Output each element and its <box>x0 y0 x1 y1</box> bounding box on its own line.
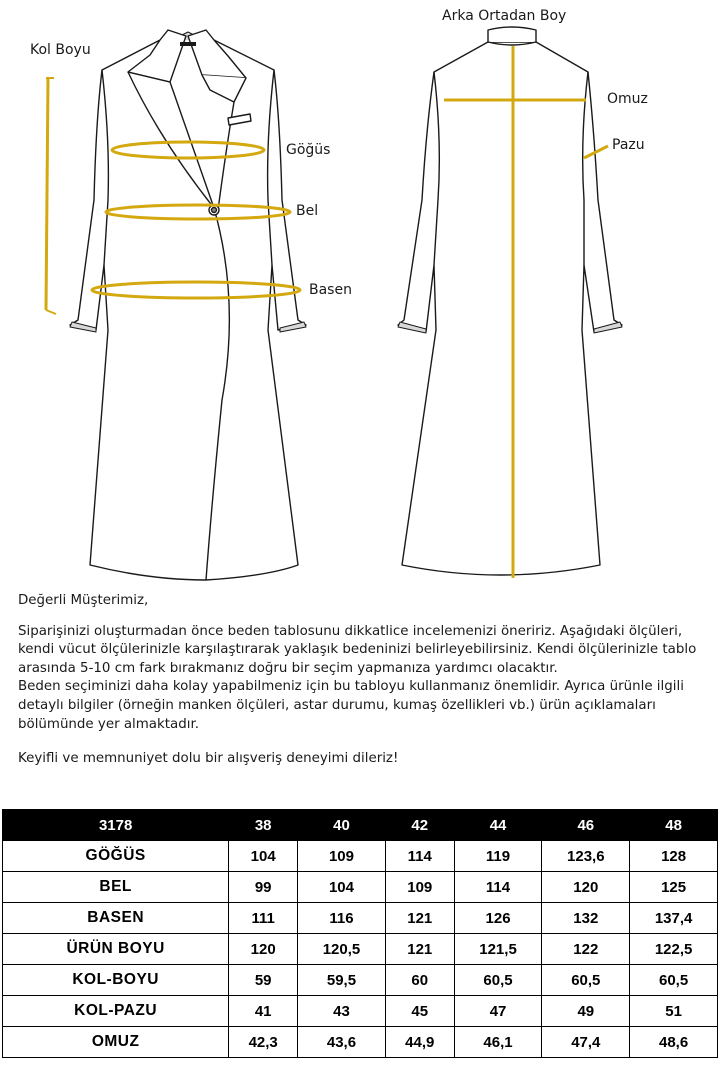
table-cell: 109 <box>298 841 386 872</box>
table-cell: 116 <box>298 903 386 934</box>
table-cell: 121 <box>385 934 454 965</box>
table-cell: 47,4 <box>542 1027 630 1058</box>
row-label: BEL <box>3 872 229 903</box>
table-cell: 60,5 <box>454 965 542 996</box>
table-row <box>3 841 718 872</box>
label-gogus: Göğüs <box>286 142 331 158</box>
row-label: ÜRÜN BOYU <box>3 934 229 965</box>
message-paragraph-1: Siparişinizi oluşturmadan önce beden tablosunu dikkatlice incelemenizi öneririz. Aşağıdaki ölçüleri, kendi vücut ölçülerinizle karşılaştırarak yaklaşık bedeninizi belirleyebilirsiniz. Kendi ölçülerinizle tablo arasında 5-10 cm fark bırakmanız doğru bir seçim yapmanıza yardımcı olacaktır. <box>18 623 697 676</box>
kol-boyu-line <box>46 78 48 310</box>
message-greeting: Değerli Müşterimiz, <box>18 593 149 608</box>
label-basen: Basen <box>309 282 352 298</box>
table-row <box>3 934 718 965</box>
table-cell: 60,5 <box>542 965 630 996</box>
table-cell: 48,6 <box>630 1027 718 1058</box>
table-cell: 111 <box>229 903 298 934</box>
row-label: GÖĞÜS <box>3 841 229 872</box>
table-cell: 46,1 <box>454 1027 542 1058</box>
header-cell: 38 <box>229 810 298 841</box>
table-cell: 122 <box>542 934 630 965</box>
table-cell: 59,5 <box>298 965 386 996</box>
row-label: KOL-PAZU <box>3 996 229 1027</box>
table-cell: 59 <box>229 965 298 996</box>
table-row <box>3 1027 718 1058</box>
table-cell: 99 <box>229 872 298 903</box>
row-label: KOL-BOYU <box>3 965 229 996</box>
customer-message <box>18 592 708 769</box>
table-cell: 137,4 <box>630 903 718 934</box>
table-cell: 119 <box>454 841 542 872</box>
table-cell: 121 <box>385 903 454 934</box>
table-cell: 114 <box>385 841 454 872</box>
table-cell: 120 <box>542 872 630 903</box>
label-pazu: Pazu <box>612 137 645 153</box>
table-row <box>3 965 718 996</box>
table-cell: 104 <box>229 841 298 872</box>
header-cell: 3178 <box>3 810 229 841</box>
table-row <box>3 872 718 903</box>
header-cell: 46 <box>542 810 630 841</box>
table-cell: 121,5 <box>454 934 542 965</box>
table-cell: 123,6 <box>542 841 630 872</box>
row-label: BASEN <box>3 903 229 934</box>
table-cell: 120 <box>229 934 298 965</box>
size-table <box>2 809 718 1058</box>
header-cell: 42 <box>385 810 454 841</box>
table-row <box>3 903 718 934</box>
table-cell: 132 <box>542 903 630 934</box>
table-cell: 42,3 <box>229 1027 298 1058</box>
header-cell: 48 <box>630 810 718 841</box>
table-cell: 125 <box>630 872 718 903</box>
label-kol-boyu: Kol Boyu <box>30 42 91 58</box>
table-cell: 60,5 <box>630 965 718 996</box>
table-cell: 126 <box>454 903 542 934</box>
table-cell: 44,9 <box>385 1027 454 1058</box>
table-row <box>3 996 718 1027</box>
table-cell: 51 <box>630 996 718 1027</box>
size-table-header <box>3 810 718 841</box>
coat-front-view <box>70 30 306 580</box>
table-cell: 120,5 <box>298 934 386 965</box>
table-cell: 45 <box>385 996 454 1027</box>
table-cell: 41 <box>229 996 298 1027</box>
message-closing: Keyifli ve memnuniyet dolu bir alışveriş deneyimi dileriz! <box>18 751 399 767</box>
table-cell: 109 <box>385 872 454 903</box>
row-label: OMUZ <box>3 1027 229 1058</box>
table-cell: 49 <box>542 996 630 1027</box>
label-arka-ortadan-boy: Arka Ortadan Boy <box>442 8 567 24</box>
header-cell: 40 <box>298 810 386 841</box>
table-cell: 114 <box>454 872 542 903</box>
header-cell: 44 <box>454 810 542 841</box>
table-cell: 47 <box>454 996 542 1027</box>
message-paragraph-2: Beden seçiminizi daha kolay yapabilmeniz için bu tabloyu kullanmanız önemlidir. Ayrıca ürünle ilgili detaylı bilgiler (örneğin manken ölçüleri, astar durumu, kumaş özellikleri vb.) ürün açıklamaları bölümünde yer almaktadır. <box>18 679 684 732</box>
table-cell: 60 <box>385 965 454 996</box>
table-cell: 43 <box>298 996 386 1027</box>
label-omuz: Omuz <box>607 91 648 107</box>
coat-back-view <box>398 27 622 575</box>
table-cell: 128 <box>630 841 718 872</box>
label-bel: Bel <box>296 203 319 219</box>
table-cell: 43,6 <box>298 1027 386 1058</box>
table-cell: 104 <box>298 872 386 903</box>
table-cell: 122,5 <box>630 934 718 965</box>
